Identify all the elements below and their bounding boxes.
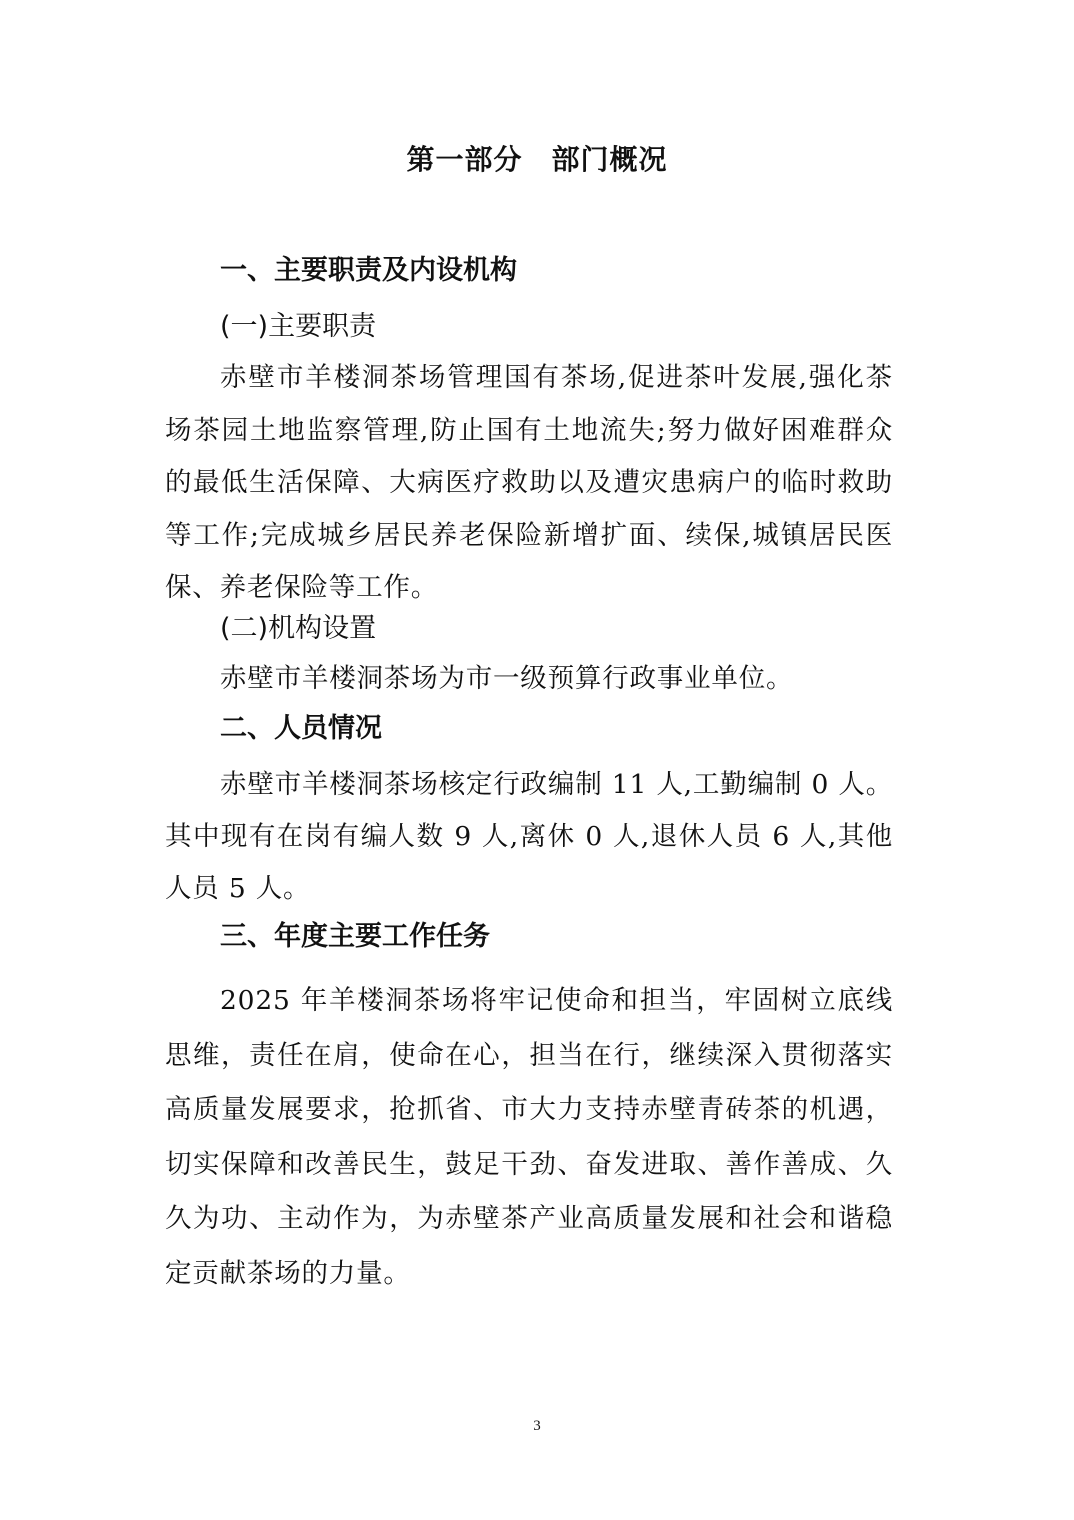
main-duties-paragraph: 赤壁市羊楼洞茶场管理国有茶场,促进茶叶发展,强化茶场茶园土地监察管理,防止国有土地流失;努力做好困难群众的最低生活保障、大病医疗救助以及遭灾患病户的临时救助等工作;完成城乡居民养老保险新增扩面、续保,城镇居民医保、养老保险等工作。 bbox=[165, 362, 893, 603]
subsection-heading-main-duties: (一)主要职责 bbox=[220, 311, 377, 342]
org-setup-paragraph: 赤壁市羊楼洞茶场为市一级预算行政事业单位。 bbox=[220, 663, 794, 694]
annual-tasks-paragraph: 2025 年羊楼洞茶场将牢记使命和担当，牢固树立底线思维，责任在肩，使命在心，担当在行，继续深入贯彻落实高质量发展要求，抢抓省、市大力支持赤壁青砖茶的机遇，切实保障和改善民生，鼓足干劲、奋发进取、善作善成、久久为功、主动作为，为赤壁茶产业高质量发展和社会和谐稳定贡献茶场的力量。 bbox=[165, 985, 893, 1289]
section-heading-staffing: 二、人员情况 bbox=[220, 713, 382, 744]
section-heading-duties-structure: 一、主要职责及内设机构 bbox=[220, 255, 517, 286]
subsection-heading-org-setup: (二)机构设置 bbox=[220, 613, 377, 644]
staffing-paragraph: 赤壁市羊楼洞茶场核定行政编制 11 人,工勤编制 0 人。其中现有在岗有编人数 9 人,离休 0 人,退休人员 6 人,其他人员 5 人。 bbox=[165, 769, 893, 904]
page-number: 3 bbox=[533, 1418, 541, 1434]
section-heading-annual-tasks: 三、年度主要工作任务 bbox=[220, 921, 490, 952]
page-title: 第一部分 部门概况 bbox=[406, 143, 668, 176]
